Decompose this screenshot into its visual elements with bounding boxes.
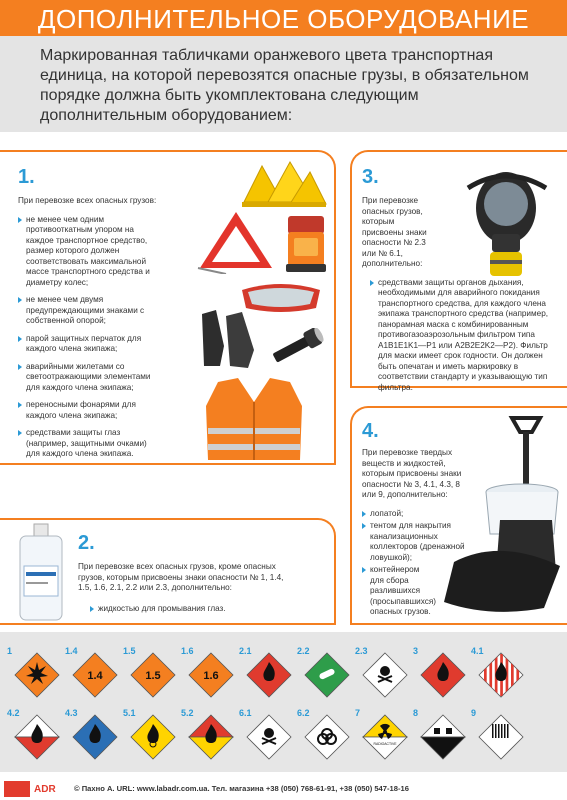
hazard-sign-label: 9 bbox=[471, 708, 477, 718]
svg-text:1.5: 1.5 bbox=[145, 670, 161, 682]
eye-wash-bottle-image bbox=[14, 522, 68, 622]
hazard-sign-1-5 bbox=[123, 646, 176, 698]
adr-logo bbox=[4, 780, 70, 798]
hazard-sign-label: 8 bbox=[413, 708, 419, 718]
hazard-sign-4-2 bbox=[7, 708, 60, 760]
portable-lamp-image bbox=[284, 212, 330, 274]
hazard-sign-label: 1.6 bbox=[181, 646, 194, 656]
wheel-chocks-image bbox=[238, 158, 330, 210]
svg-text:ADR: ADR bbox=[34, 784, 56, 795]
hazard-sign-label: 5.1 bbox=[123, 708, 136, 718]
list-item: парой защитных перчаток для каждого члена экипажа; bbox=[18, 334, 162, 355]
list-item: не менее чем одним противооткатным упором на каждое транспортное средство, размер которого должен соответствовать максимальной массе транспортного средства и диаметру колес; bbox=[18, 215, 162, 289]
section-3-number: 3. bbox=[362, 166, 379, 188]
section-3-lead: При перевозке опасных грузов, которым присвоены знаки опасности № 2.3 или № 6.1, дополнительно: bbox=[362, 196, 427, 268]
section-1-text bbox=[18, 196, 162, 467]
list-item: лопатой; bbox=[362, 509, 468, 520]
hazard-sign-2-3 bbox=[355, 646, 408, 698]
warning-triangle-image bbox=[196, 208, 276, 274]
section-4-number: 4. bbox=[362, 420, 379, 442]
section-1-number: 1. bbox=[18, 166, 35, 188]
hazard-sign-label: 7 bbox=[355, 708, 361, 718]
shovel-bucket-tarp-image bbox=[440, 412, 566, 618]
hazard-sign-8 bbox=[413, 708, 466, 760]
list-item: средствами защиты органов дыхания, необходимыми для аварийного покидания транспортного средства, для каждого члена экипажа транспортного средства (например, панорамная маска с комбинированным противогазоаэрозольным фильтром типа A1B1E1K1—P1 или A2B2E2K2—P2). Фильтр для маски имеет срок годности. Он должен быть опечатан и иметь маркировку в соответствии стандарту и указывающую тип фильтра. bbox=[370, 278, 552, 394]
hazard-sign-6-2 bbox=[297, 708, 350, 760]
section-4-lead: При перевозке твердых веществ и жидкостей, которым присвоены знаки опасности № 3, 4.1, 4.3, 8 или 9, дополнительно: bbox=[362, 448, 462, 499]
hazard-sign-1-6 bbox=[181, 646, 234, 698]
list-item: тентом для накрытия канализационных коллекторов (дренажной ловушкой); bbox=[362, 521, 468, 563]
page-header bbox=[0, 0, 567, 36]
hazard-sign-label: 1.4 bbox=[65, 646, 78, 656]
hazard-sign-label: 4.1 bbox=[471, 646, 484, 656]
list-item: переносными фонарями для каждого члена экипажа; bbox=[18, 400, 162, 421]
hazard-sign-5-2 bbox=[181, 708, 234, 760]
hazard-sign-1-4 bbox=[65, 646, 118, 698]
hazard-sign-label: 4.3 bbox=[65, 708, 78, 718]
intro-text: Маркированная табличками оранжевого цвета транспортная единица, на которой перевозятся опасные грузы, в обязательном порядке должна быть укомплектована следующим дополнительным оборудованием: bbox=[0, 36, 567, 132]
safety-vest-image bbox=[200, 376, 308, 462]
hazard-sign-4-3 bbox=[65, 708, 118, 760]
hazard-sign-9 bbox=[471, 708, 524, 760]
footer bbox=[0, 776, 567, 800]
hazard-sign-label: 2.2 bbox=[297, 646, 310, 656]
hazard-sign-label: 1.5 bbox=[123, 646, 136, 656]
section-1-lead: При перевозке всех опасных грузов: bbox=[18, 196, 157, 205]
svg-text:1.6: 1.6 bbox=[203, 670, 219, 682]
page-title: ДОПОЛНИТЕЛЬНОЕ ОБОРУДОВАНИЕ bbox=[37, 4, 530, 34]
list-item: средствами защиты глаз (например, защитными очками) для каждого члена экипажа. bbox=[18, 428, 162, 460]
hazard-sign-7 bbox=[355, 708, 408, 760]
flashlight-image bbox=[264, 328, 328, 366]
list-item: не менее чем двумя предупреждающими знаками с собственной опорой; bbox=[18, 295, 162, 327]
hazard-sign-2-1 bbox=[239, 646, 292, 698]
hazard-sign-6-1 bbox=[239, 708, 292, 760]
hazard-sign-label: 1 bbox=[7, 646, 13, 656]
section-2-lead: При перевозке всех опасных грузов, кроме опасных грузов, которым присвоены знаки опасности № 1, 1.4, 1.5, 1.6, 2.1, 2.2 или 2.3, дополнительно: bbox=[78, 562, 284, 592]
hazard-signs-strip bbox=[0, 632, 567, 772]
hazard-sign-label: 2.1 bbox=[239, 646, 252, 656]
gloves-image bbox=[196, 306, 262, 370]
section-2-text bbox=[78, 562, 298, 621]
hazard-sign-label: 6.2 bbox=[297, 708, 310, 718]
hazard-sign-4-1 bbox=[471, 646, 524, 698]
hazard-sign-label: 6.1 bbox=[239, 708, 252, 718]
svg-text:1.4: 1.4 bbox=[87, 670, 103, 682]
hazard-sign-label: 2.3 bbox=[355, 646, 368, 656]
list-item: жидкостью для промывания глаз. bbox=[90, 604, 298, 615]
hazard-sign-3 bbox=[413, 646, 466, 698]
hazard-sign-5-1 bbox=[123, 708, 176, 760]
list-item: аварийными жилетами со светоотражающими элементами для каждого члена экипажа; bbox=[18, 362, 162, 394]
section-2-number: 2. bbox=[78, 532, 95, 554]
hazard-sign-label: 5.2 bbox=[181, 708, 194, 718]
list-item: контейнером для сбора разлившихся (просыпавшихся) опасных грузов. bbox=[362, 565, 432, 618]
hazard-sign-label: 4.2 bbox=[7, 708, 20, 718]
hazard-sign-2-2 bbox=[297, 646, 350, 698]
hazard-sign-label: 3 bbox=[413, 646, 419, 656]
gas-mask-image bbox=[462, 168, 552, 280]
svg-text:RADIOACTIVE: RADIOACTIVE bbox=[373, 742, 397, 746]
footer-credit: © Пахно А. URL: www.labadr.com.ua. Тел. магазина +38 (050) 768-61-91, +38 (050) 547-18-16 bbox=[74, 784, 409, 793]
hazard-sign-1 bbox=[7, 646, 60, 698]
